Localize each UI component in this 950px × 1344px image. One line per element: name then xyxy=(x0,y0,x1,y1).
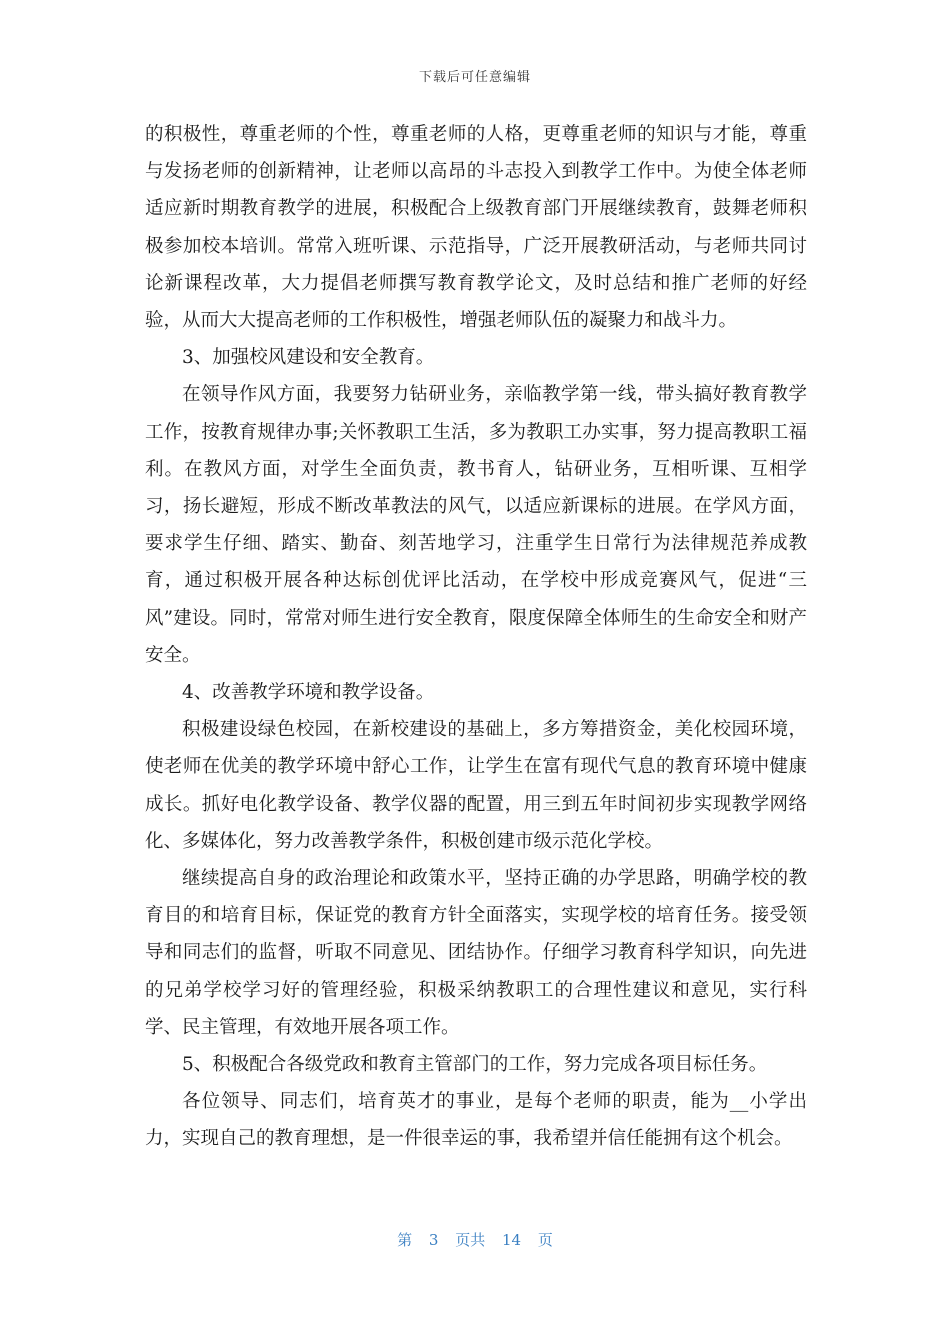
footer-suffix: 页 xyxy=(537,1231,553,1249)
footer-middle: 页共 xyxy=(455,1231,486,1249)
footer-total-pages: 14 xyxy=(502,1231,522,1249)
page-header: 下载后可任意编辑 xyxy=(418,70,531,85)
document-body xyxy=(145,116,807,1158)
section-heading-3: 3、加强校风建设和安全教育。 xyxy=(182,347,435,369)
paragraph-self-improvement: 继续提高自身的政治理论和政策水平，坚持正确的办学思路，明确学校的教育目的和培育目标，保证党的教育方针全面落实，实现学校的培育任务。接受领导和同志们的监督，听取不同意见、团结协作。仔细学习教育科学知识，向先进的兄弟学校学习好的管理经验，积极采纳教职工的合理性建议和意见，实行科学、民主管理，有效地开展各项工作。 xyxy=(145,868,807,1038)
page-footer xyxy=(0,1229,950,1250)
paragraph-closing: 各位领导、同志们，培育英才的事业，是每个老师的职责，能为__小学出力，实现自己的教育理想，是一件很幸运的事，我希望并信任能拥有这个机会。 xyxy=(145,1091,807,1150)
footer-prefix: 第 xyxy=(397,1231,413,1249)
section-heading-5: 5、积极配合各级党政和教育主管部门的工作，努力完成各项目标任务。 xyxy=(182,1054,768,1076)
footer-current-page: 3 xyxy=(428,1231,439,1249)
paragraph-continuation: 的积极性，尊重老师的个性，尊重老师的人格，更尊重老师的知识与才能，尊重与发扬老师的创新精神，让老师以高昂的斗志投入到教学工作中。为使全体老师适应新时期教育教学的进展，积极配合上级教育部门开展继续教育，鼓舞老师积极参加校本培训。常常入班听课、示范指导，广泛开展教研活动，与老师共同讨论新课程改革，大力提倡老师撰写教育教学论文，及时总结和推广老师的好经验，从而大大提高老师的工作积极性，增强老师队伍的凝聚力和战斗力。 xyxy=(145,124,807,332)
paragraph-green-campus: 积极建设绿色校园，在新校建设的基础上，多方筹措资金，美化校园环境，使老师在优美的教学环境中舒心工作，让学生在富有现代气息的教育环境中健康成长。抓好电化教学设备、教学仪器的配置，用三到五年时间初步实现教学网络化、多媒体化，努力改善教学条件，积极创建市级示范化学校。 xyxy=(145,719,807,852)
paragraph-style-building: 在领导作风方面，我要努力钻研业务，亲临教学第一线，带头搞好教育教学工作，按教育规律办事;关怀教职工生活，多为教职工办实事，努力提高教职工福利。在教风方面，对学生全面负责，教书育人，钻研业务，互相听课、互相学习，扬长避短，形成不断改革教法的风气，以适应新课标的进展。在学风方面，要求学生仔细、踏实、勤奋、刻苦地学习，注重学生日常行为法律规范养成教育，通过积极开展各种达标创优评比活动，在学校中形成竞赛风气，促进“三风”建设。同时，常常对师生进行安全教育，限度保障全体师生的生命安全和财产安全。 xyxy=(145,384,807,666)
section-heading-4: 4、改善教学环境和教学设备。 xyxy=(182,682,435,704)
